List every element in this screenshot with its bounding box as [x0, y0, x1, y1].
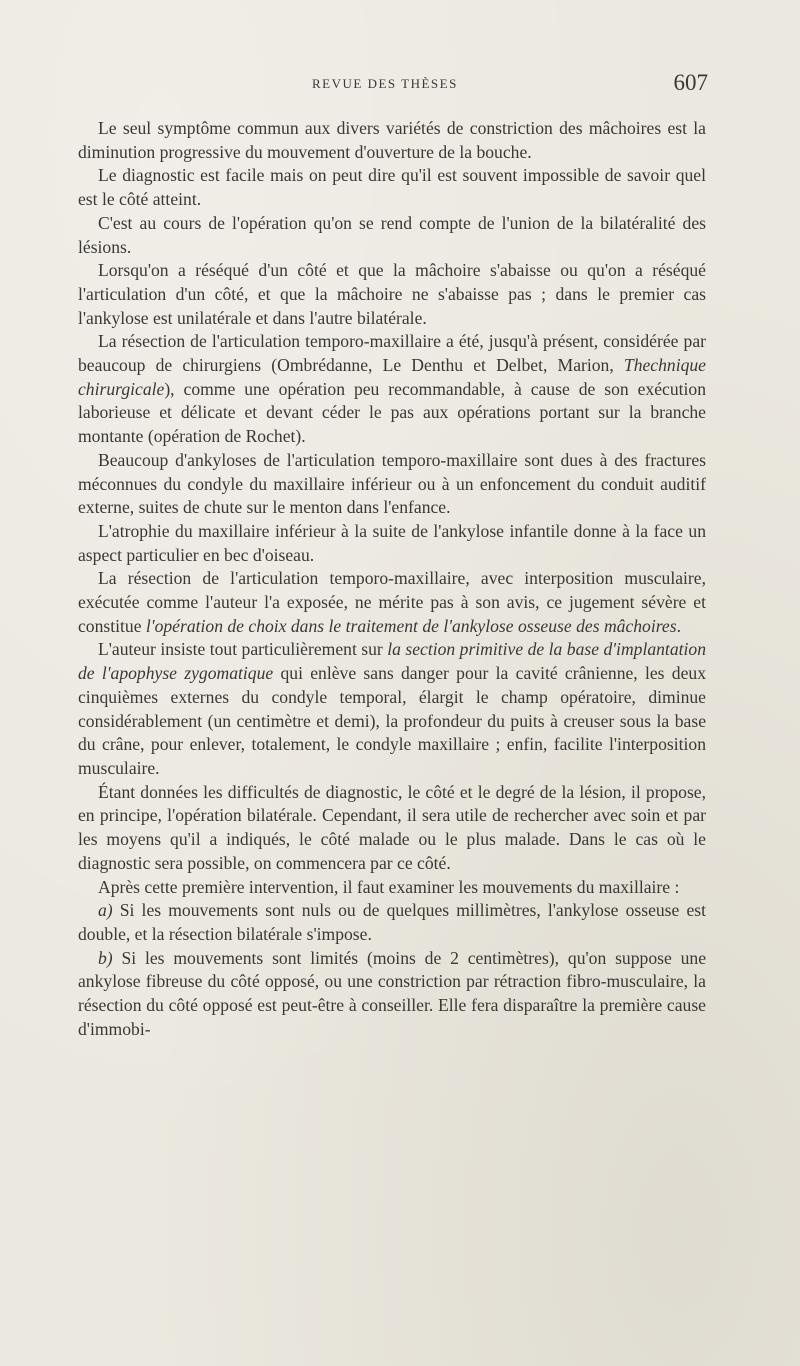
paragraph: a) Si les mouvements sont nuls ou de quelques millimètres, l'ankylose osseuse est double, et la résection bilatérale s'impose. — [78, 900, 706, 944]
paragraph: La résection de l'articulation temporo-maxillaire a été, jusqu'à présent, considérée par beaucoup de chirurgiens (Ombrédanne, Le Denthu et Delbet, Marion, Thechnique chirurgicale), comme une opération peu recommandable, à cause de son exécution laborieuse et délicate et devant céder le pas aux opérations portant sur la branche montante (opération de Rochet). — [78, 331, 706, 447]
italic-text: l'opération de choix dans le traitement de l'ankylose osseuse des mâchoires — [145, 615, 677, 636]
page-number: 607 — [673, 70, 708, 95]
paragraph: Beaucoup d'ankyloses de l'articulation temporo-maxillaire sont dues à des fractures méconnues du condyle du maxillaire inférieur ou à un enfoncement du conduit auditif externe, suites de chute sur le menton dans l'enfance. — [78, 449, 706, 518]
paragraph: C'est au cours de l'opération qu'on se rend compte de l'union de la bilatéralité des lésions. — [78, 212, 706, 257]
paragraph: Étant données les difficultés de diagnostic, le côté et le degré de la lésion, il propose, en principe, l'opération bilatérale. Cependant, il sera utile de rechercher avec soin et par les moyens qu'il a indiqués, le côté malade ou le plus malade. Dans le cas où le diagnostic sera possible, on commencera par ce côté. — [78, 781, 706, 873]
running-head: REVUE DES THÈSES — [312, 76, 458, 91]
list-label: b) — [98, 947, 113, 968]
paragraph: La résection de l'articulation temporo-maxillaire, avec interposition musculaire, exécutée comme l'auteur l'a exposée, ne mérite pas à son avis, ce jugement sévère et constitue l'opération de choix dans le traitement de l'ankylose osseuse des mâchoires. — [78, 568, 706, 636]
italic-text: la section primitive de la base d'implantation de l'apophyse zygomatique — [78, 639, 706, 684]
paragraph: Après cette première intervention, il faut examiner les mouvements du maxillaire : — [98, 876, 680, 897]
italic-text: Thechnique chirurgicale — [78, 355, 706, 399]
paragraph: b) Si les mouvements sont limités (moins de 2 centimètres), qu'on suppose une ankylose fibreuse du côté opposé, ou une constriction par rétraction fibro-musculaire, la résection du côté opposé est peut-être à conseiller. Elle fera disparaître la première cause d'immobi- — [78, 947, 706, 1039]
list-label: a) — [98, 900, 113, 921]
paragraph: Le diagnostic est facile mais on peut dire qu'il est souvent impossible de savoir quel est le côté atteint. — [78, 165, 706, 210]
paragraph: Lorsqu'on a réséqué d'un côté et que la mâchoire s'abaisse ou qu'on a réséqué l'articulation d'un côté, et que la mâchoire ne s'abaisse pas ; dans le premier cas l'ankylose est unilatérale et dans l'autre bilatérale. — [78, 260, 706, 328]
paragraph: L'auteur insiste tout particulièrement sur la section primitive de la base d'implantation de l'apophyse zygomatique qui enlève sans danger pour la cavité crânienne, les deux cinquièmes externes du condyle temporal, élargit le champ opératoire, diminue considérablement (un centimètre et demi), la profondeur du puits à creuser sous la base du crâne, pour enlever, totalement, le condyle maxillaire ; enfin, facilite l'interposition musculaire. — [78, 639, 706, 778]
paragraph: Le seul symptôme commun aux divers variétés de constriction des mâchoires est la diminution progressive du mouvement d'ouverture de la bouche. — [78, 118, 706, 162]
paragraph: L'atrophie du maxillaire inférieur à la suite de l'ankylose infantile donne à la face un aspect particulier en bec d'oiseau. — [78, 520, 706, 565]
body-text — [78, 117, 706, 1041]
